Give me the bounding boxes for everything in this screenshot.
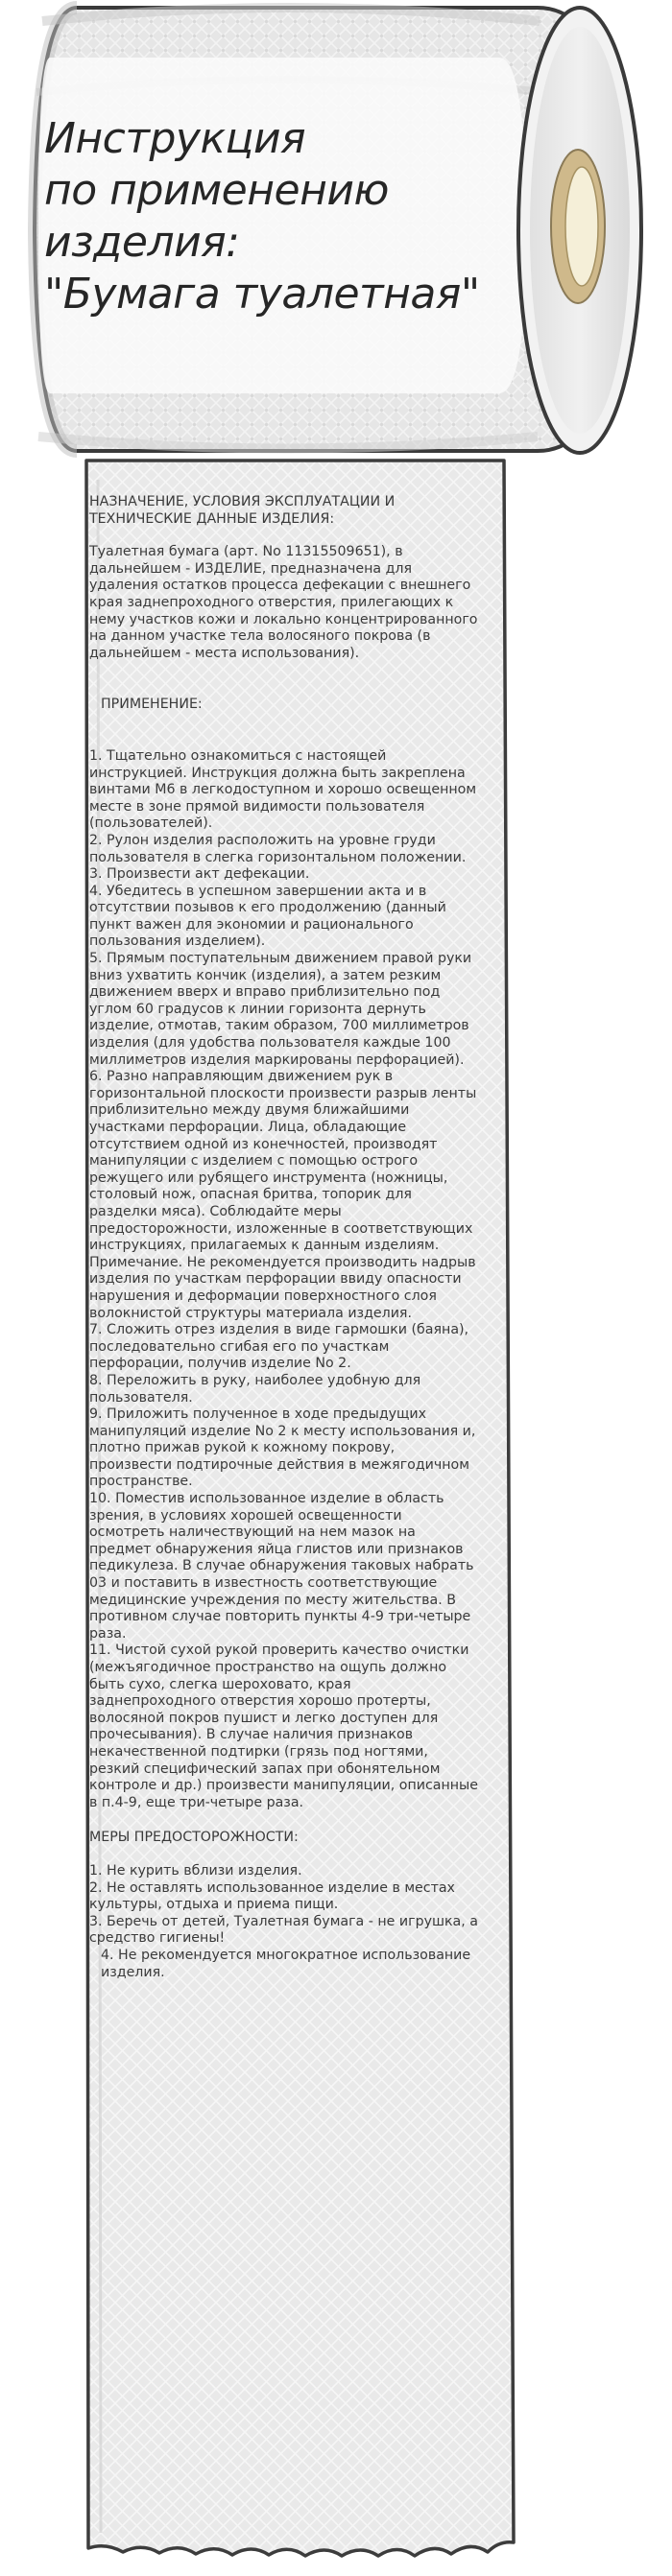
usage-item: 6. Разно направляющим движением рук в горизонтальной плоскости произвести разрыв ленты приблизительно между двумя ближайшими участками перфорации. Лица, обладающие отсутствием одной из конечностей, производят манипуляции с изделием с помощью острого режущего или рубящего инструмента (ножницы, столовый нож, опасная бритва, топорик для разделки мяса). Соблюдайте меры предосторожности, изложенные в соответствующих инструкциях, прилагаемых к данным изделиям. Примечание. Не рекомендуется производить надрыв изделия по участкам перфорации ввиду опасности нарушения и деформации поверхностного слоя волокнистой структуры материала изделия.	[89, 1069, 477, 1321]
title-line-1: Инструкция	[44, 114, 306, 163]
title-line-3: изделия:	[44, 218, 240, 267]
usage-item: 10. Поместив использованное изделие в область зрения, в условиях хорошей освещенности осмотреть наличествующий на нем мазок на предмет обнаружения яйца глистов или признаков педикулеза. В случае обнаружения таковых набрать 03 и поставить в известность соответствующие медицинские учреждения по месту жительства. В противном случае повторить пункты 4-9 три-четыре раза.	[89, 1491, 474, 1642]
usage-item: 5. Прямым поступательным движением правой руки вниз ухватить кончик (изделия), а затем резким движением вверх и вправо приблизительно под углом 60 градусов к линии горизонта дернуть изделие, отмотав, таким образом, 700 миллиметров изделия (для удобства пользователя каждые 100 миллиметров изделия маркированы перфорацией).	[89, 951, 472, 1068]
usage-item: 9. Приложить полученное в ходе предыдущих манипуляций изделие No 2 к месту использования и, плотно прижав рукой к кожному покрову, произвести подтирочные действия в межягодичном пространстве.	[89, 1406, 476, 1490]
title-line-4: "Бумага туалетная"	[44, 270, 480, 319]
precaution-item: 1. Не курить вблизи изделия.	[89, 1862, 302, 1879]
usage-item: 1. Тщательно ознакомиться с настоящей инструкцией. Инструкция должна быть закреплена винтами М6 в легкодоступном и хорошо освещенном месте в зоне прямой видимости пользователя (пользователей).	[89, 747, 477, 832]
precautions-heading: МЕРЫ ПРЕДОСТОРОЖНОСТИ:	[89, 1830, 299, 1846]
usage-heading: ПРИМЕНЕНИЕ:	[101, 697, 203, 713]
usage-item: 4. Убедитесь в успешном завершении акта и в отсутствии позывов к его продолжению (данный пункт важен для экономии и рационального пользования изделием).	[89, 883, 446, 950]
usage-item: 7. Сложить отрез изделия в виде гармошки (баяна), последовательно сгибая его по участкам перфорации, получив изделие No 2.	[89, 1322, 469, 1372]
usage-item: 11. Чистой сухой рукой проверить качество очистки (межъягодичное пространство на ощупь должно быть сухо, слегка шероховато, края заднепроходного отверстия хорошо протерты, волосяной покров пушист и легко доступен для прочесывания). В случае наличия признаков некачественной подтирки (грязь под ногтями, резкий специфический запах при обонятельном контроле и др.) произвести манипуляции, описанные в п.4-9, еще три-четыре раза.	[89, 1642, 478, 1810]
usage-item: 2. Рулон изделия расположить на уровне груди пользователя в слегка горизонтальном положении.	[89, 832, 467, 865]
usage-item: 3. Произвести акт дефекации.	[89, 866, 310, 883]
precaution-item: 2. Не оставлять использованное изделие в местах культуры, отдыха и приема пищи.	[89, 1879, 455, 1913]
purpose-heading-1: НАЗНАЧЕНИЕ, УСЛОВИЯ ЭКСПЛУАТАЦИИ И	[89, 494, 396, 509]
instruction-body	[89, 494, 478, 1981]
purpose-heading-2: ТЕХНИЧЕСКИЕ ДАННЫЕ ИЗДЕЛИЯ:	[89, 510, 335, 527]
title-line-2: по применению	[44, 166, 389, 215]
purpose-text: Туалетная бумага (арт. No 11315509651), в дальнейшем - ИЗДЕЛИЕ, предназначена для удаления остатков процесса дефекации с внешнего края заднепроходного отверстия, прилегающих к нему участков кожи и локально концентрированного на данном участке тела волосяного покрова (в дальнейшем - места использования).	[89, 544, 478, 661]
instruction-title	[44, 113, 543, 320]
usage-item: 8. Переложить в руку, наиболее удобную для пользователя.	[89, 1372, 421, 1406]
precaution-item: 4. Не рекомендуется многократное использование изделия.	[101, 1947, 471, 1980]
precaution-item: 3. Беречь от детей, Туалетная бумага - не игрушка, а средство гигиены!	[89, 1913, 478, 1947]
